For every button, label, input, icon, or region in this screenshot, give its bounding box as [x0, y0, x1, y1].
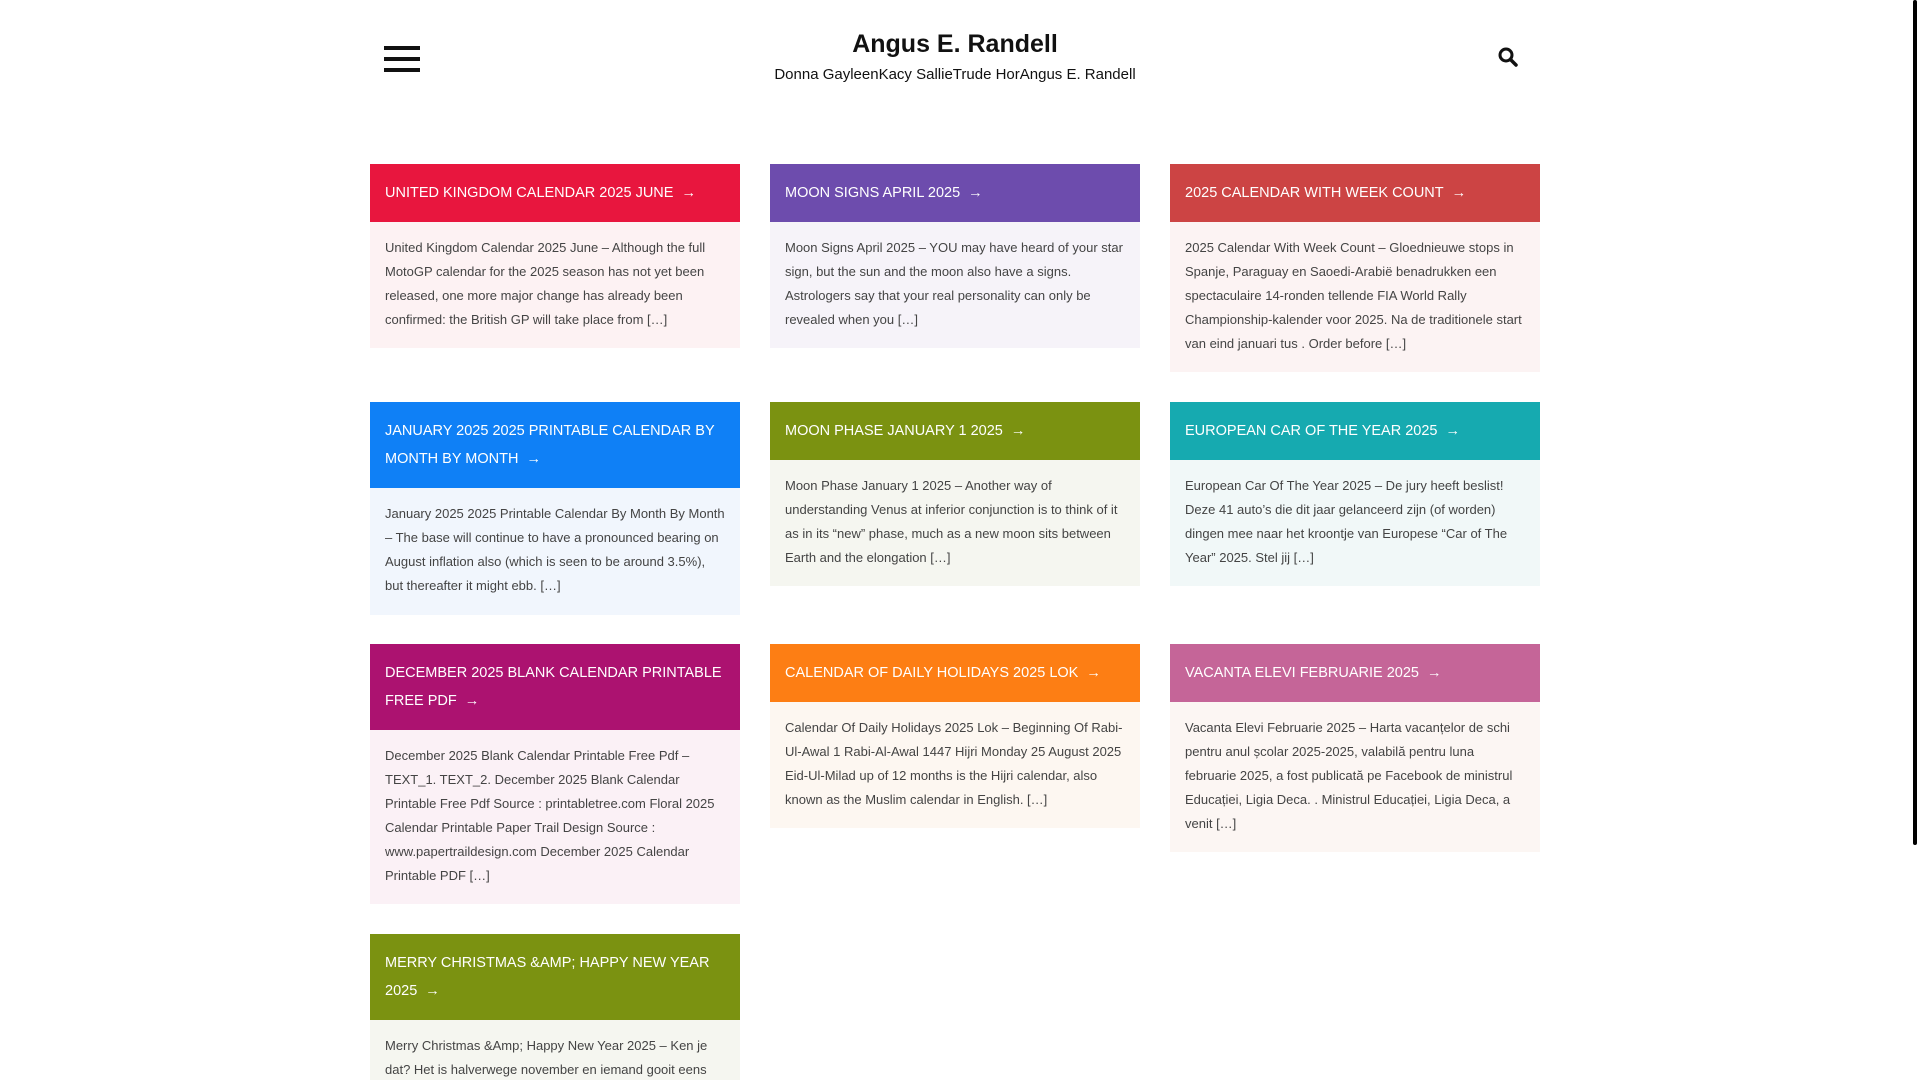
post-arrow: → [464, 693, 480, 709]
post-title-link[interactable] [1170, 402, 1540, 460]
post-card [770, 644, 1140, 828]
post-excerpt: Moon Signs April 2025 – YOU may have heard of your star sign, but the sun and the moon also have a signs. Astrologers say that your real personality can only be revealed when you […] [770, 222, 1140, 348]
post-card [370, 934, 740, 1080]
post-card [1170, 402, 1540, 586]
post-excerpt: January 2025 2025 Printable Calendar By Month By Month – The base will continue to have a pronounced bearing on August inflation also (which is seen to be around 3.5%), but thereafter it might ebb. […] [370, 488, 740, 615]
post-excerpt: Merry Christmas &Amp; Happy New Year 2025 – Ken je dat? Het is halverwege november en iemand gooit eens [370, 1020, 740, 1080]
post-arrow: → [425, 983, 440, 999]
scrollbar-track[interactable] [1910, 0, 1920, 1080]
post-excerpt: December 2025 Blank Calendar Printable Free Pdf – TEXT_1. TEXT_2. December 2025 Blank Calendar Printable Free Pdf Source : printabletree.com Floral 2025 Calendar Printable Paper Trail Design Source : www.papertraildesign.com December 2025 Calendar Printable PDF […] [370, 730, 740, 904]
post-title: VACANTA ELEVI FEBRUARIE 2025 [1185, 665, 1419, 681]
post-card [370, 402, 740, 615]
post-card [370, 164, 740, 348]
post-excerpt: European Car Of The Year 2025 – De jury heeft beslist! Deze 41 auto’s die dit jaar gelanceerd zijn (of worden) dingen mee naar het kroontje van Europese “Car of The Year” 2025. Stel jij […] [1170, 460, 1540, 586]
post-title: 2025 CALENDAR WITH WEEK COUNT [1185, 185, 1444, 201]
nav-link-donna-gayleen[interactable]: Donna Gayleen [774, 66, 879, 83]
search-icon[interactable] [1497, 46, 1519, 68]
post-title: CALENDAR OF DAILY HOLIDAYS 2025 LOK [785, 665, 1079, 681]
post-arrow: → [681, 185, 696, 201]
post-arrow: → [1451, 185, 1467, 201]
post-arrow: → [1426, 665, 1442, 681]
post-excerpt: 2025 Calendar With Week Count – Gloednieuwe stops in Spanje, Paraguay en Saoedi-Arabië benadrukken een spectaculaire 14-ronden tellende FIA World Rally Championship-kalender voor 2025. Na de traditionele start van eind januari tus . Order before […] [1170, 222, 1540, 372]
site-title[interactable]: Angus E. Randell [852, 30, 1058, 58]
post-title-link[interactable] [770, 164, 1140, 222]
post-title-link[interactable] [1170, 644, 1540, 702]
post-excerpt: Vacanta Elevi Februarie 2025 – Harta vacanțelor de schi pentru anul școlar 2025-2025, valabilă pentru luna februarie 2025, a fost publicată pe Facebook de ministrul Educației, Ligia Deca. . Ministrul Educației, Ligia Deca, a venit […] [1170, 702, 1540, 852]
post-arrow: → [1445, 423, 1460, 439]
post-title: MERRY CHRISTMAS &AMP; HAPPY NEW YEAR 2025 [385, 955, 710, 999]
post-title-link[interactable] [370, 644, 740, 730]
post-excerpt: Moon Phase January 1 2025 – Another way of understanding Venus at inferior conjunction is to think of it as in its “new” phase, much as a new moon sits between Earth and the elongation […] [770, 460, 1140, 586]
post-title-link[interactable] [370, 164, 740, 222]
post-title: MOON PHASE JANUARY 1 2025 [785, 423, 1003, 439]
post-title-link[interactable] [370, 402, 740, 488]
post-title: JANUARY 2025 2025 PRINTABLE CALENDAR BY MONTH BY MONTH [385, 423, 715, 467]
post-title: UNITED KINGDOM CALENDAR 2025 JUNE [385, 185, 674, 201]
nav-link-trude-hor[interactable]: Trude Hor [952, 66, 1020, 83]
nav-link-angus-e-randell[interactable]: Angus E. Randell [1019, 66, 1136, 83]
post-title-link[interactable] [1170, 164, 1540, 222]
post-title: EUROPEAN CAR OF THE YEAR 2025 [1185, 423, 1438, 439]
post-excerpt: Calendar Of Daily Holidays 2025 Lok – Beginning Of Rabi-Ul-Awal 1 Rabi-Al-Awal 1447 Hijri Monday 25 August 2025 Eid-Ul-Milad up of 12 months is the Hijri calendar, also known as the Muslim calendar in English. […] [770, 702, 1140, 828]
post-arrow: → [968, 185, 983, 201]
post-title-link[interactable] [770, 402, 1140, 460]
post-arrow: → [526, 451, 541, 467]
post-arrow: → [1010, 423, 1026, 439]
post-card [1170, 164, 1540, 372]
site-header [0, 0, 1910, 120]
site-nav [0, 66, 1910, 83]
post-excerpt: United Kingdom Calendar 2025 June – Although the full MotoGP calendar for the 2025 season has not yet been released, one more major change has already been confirmed: the British GP will take place from […] [370, 222, 740, 348]
post-title: MOON SIGNS APRIL 2025 [785, 185, 961, 201]
post-card [1170, 644, 1540, 852]
post-arrow: → [1086, 665, 1101, 681]
post-title-link[interactable] [370, 934, 740, 1020]
nav-link-kacy-sallie[interactable]: Kacy Sallie [878, 66, 953, 83]
post-title-link[interactable] [770, 644, 1140, 702]
scrollbar-thumb[interactable] [1913, 0, 1917, 845]
post-card [770, 402, 1140, 586]
post-card [770, 164, 1140, 348]
post-title: DECEMBER 2025 BLANK CALENDAR PRINTABLE FREE PDF [385, 665, 722, 709]
post-card [370, 644, 740, 904]
